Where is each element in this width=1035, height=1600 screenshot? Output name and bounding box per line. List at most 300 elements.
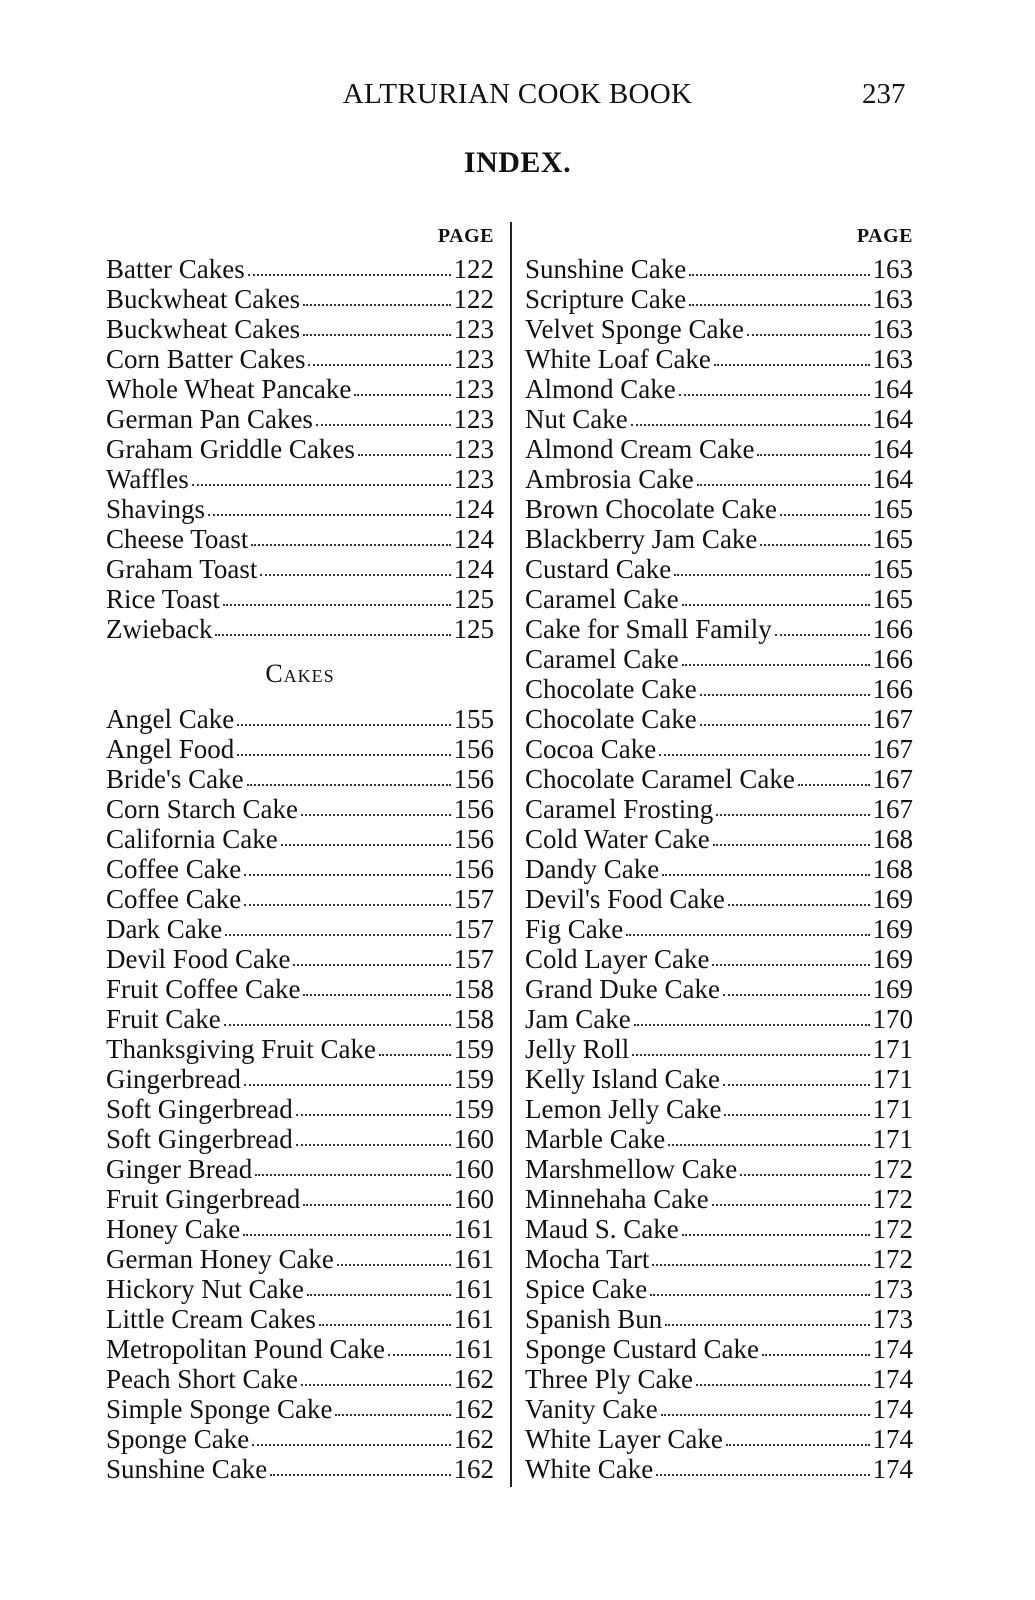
dot-leader (303, 334, 450, 336)
entry-name: Ambrosia Cake (525, 464, 694, 494)
index-entry (525, 344, 913, 374)
dot-leader (674, 574, 869, 576)
entry-page-number: 123 (453, 374, 494, 404)
dot-leader (247, 784, 451, 786)
dot-leader (252, 1444, 450, 1446)
dot-leader (319, 1324, 451, 1326)
entry-page-number: 174 (872, 1394, 913, 1424)
entry-page-number: 163 (872, 314, 913, 344)
entry-page-number: 156 (453, 764, 494, 794)
entry-name: Scripture Cake (525, 284, 687, 314)
index-entry (525, 1244, 913, 1274)
entry-name: Shavings (106, 494, 206, 524)
entry-page-number: 161 (453, 1304, 494, 1334)
dot-leader (798, 784, 870, 786)
dot-leader (712, 964, 869, 966)
index-entry (525, 254, 913, 284)
entry-name: Vanity Cake (525, 1394, 658, 1424)
dot-leader (303, 1204, 450, 1206)
index-entry (106, 794, 494, 824)
entry-name: Whole Wheat Pancake (106, 374, 352, 404)
index-entry (525, 284, 913, 314)
entry-page-number: 172 (872, 1244, 913, 1274)
dot-leader (354, 394, 450, 396)
index-entry (106, 914, 494, 944)
index-entry (525, 1124, 913, 1154)
entry-page-number: 160 (453, 1124, 494, 1154)
entry-page-number: 123 (453, 434, 494, 464)
index-entry (106, 884, 494, 914)
entry-name: Dandy Cake (525, 854, 660, 884)
index-entry (106, 314, 494, 344)
entry-name: Peach Short Cake (106, 1364, 298, 1394)
index-entry (525, 764, 913, 794)
dot-leader (248, 274, 451, 276)
entry-name: Maud S. Cake (525, 1214, 679, 1244)
entry-page-number: 173 (872, 1304, 913, 1334)
index-entry (525, 734, 913, 764)
dot-leader (757, 454, 869, 456)
entry-page-number: 124 (453, 494, 494, 524)
entry-page-number: 162 (453, 1424, 494, 1454)
entry-name: Brown Chocolate Cake (525, 494, 777, 524)
entry-name: Angel Food (106, 734, 235, 764)
dot-leader (762, 1354, 870, 1356)
entry-name: Spice Cake (525, 1274, 648, 1304)
entry-page-number: 166 (872, 614, 913, 644)
entry-page-number: 159 (453, 1094, 494, 1124)
index-entry (525, 524, 913, 554)
entry-page-number: 156 (453, 824, 494, 854)
entry-list-left-top (106, 254, 494, 644)
index-entry (106, 374, 494, 404)
index-entry (106, 1004, 494, 1034)
index-entry (525, 314, 913, 344)
entry-name: Soft Gingerbread (106, 1094, 293, 1124)
index-entry (106, 704, 494, 734)
dot-leader (260, 574, 450, 576)
index-entry (106, 1184, 494, 1214)
entry-name: Fig Cake (525, 914, 624, 944)
index-entry (106, 554, 494, 584)
entry-name: Custard Cake (525, 554, 672, 584)
index-entry (525, 1064, 913, 1094)
entry-name: Chocolate Cake (525, 674, 697, 704)
entry-name: Coffee Cake (106, 854, 242, 884)
entry-page-number: 161 (453, 1214, 494, 1244)
entry-name: Sunshine Cake (106, 1454, 268, 1484)
dot-leader (723, 994, 870, 996)
index-entry (525, 1274, 913, 1304)
entry-page-number: 169 (872, 944, 913, 974)
dot-leader (662, 874, 869, 876)
dot-leader (296, 1114, 451, 1116)
index-entry (525, 584, 913, 614)
entry-page-number: 169 (872, 974, 913, 1004)
entry-page-number: 156 (453, 734, 494, 764)
entry-page-number: 164 (872, 404, 913, 434)
entry-page-number: 161 (453, 1334, 494, 1364)
index-entry (106, 584, 494, 614)
dot-leader (237, 754, 450, 756)
index-entry (525, 1334, 913, 1364)
entry-page-number: 174 (872, 1334, 913, 1364)
entry-page-number: 166 (872, 674, 913, 704)
index-entry (525, 674, 913, 704)
dot-leader (335, 1414, 450, 1416)
entry-name: Zwieback (106, 614, 213, 644)
dot-leader (679, 394, 870, 396)
entry-name: Jelly Roll (525, 1034, 630, 1064)
entry-page-number: 163 (872, 284, 913, 314)
entry-name: Graham Toast (106, 554, 258, 584)
entry-page-number: 165 (872, 494, 913, 524)
index-entry (106, 464, 494, 494)
entry-name: Dark Cake (106, 914, 223, 944)
entry-page-number: 174 (872, 1364, 913, 1394)
entry-name: Blackberry Jam Cake (525, 524, 758, 554)
index-entry (525, 434, 913, 464)
dot-leader (661, 1414, 870, 1416)
index-entry (525, 824, 913, 854)
dot-leader (682, 604, 870, 606)
entry-page-number: 164 (872, 464, 913, 494)
entry-name: Hickory Nut Cake (106, 1274, 304, 1304)
dot-leader (696, 1384, 870, 1386)
entry-page-number: 171 (872, 1094, 913, 1124)
entry-page-number: 122 (453, 254, 494, 284)
entry-name: Buckwheat Cakes (106, 284, 301, 314)
entry-page-number: 163 (872, 254, 913, 284)
index-entry (525, 974, 913, 1004)
entry-name: Gingerbread (106, 1064, 241, 1094)
entry-page-number: 156 (453, 854, 494, 884)
entry-name: Cocoa Cake (525, 734, 657, 764)
entry-page-number: 124 (453, 524, 494, 554)
index-entry (525, 704, 913, 734)
page-column-label: PAGE (856, 225, 913, 247)
index-entry (106, 1064, 494, 1094)
entry-name: Batter Cakes (106, 254, 245, 284)
entry-page-number: 122 (453, 284, 494, 314)
entry-page-number: 173 (872, 1274, 913, 1304)
entry-name: Grand Duke Cake (525, 974, 720, 1004)
dot-leader (251, 544, 450, 546)
entry-page-number: 164 (872, 434, 913, 464)
entry-page-number: 158 (453, 974, 494, 1004)
entry-page-number: 171 (872, 1124, 913, 1154)
dot-leader (281, 844, 451, 846)
dot-leader (656, 1474, 869, 1476)
dot-leader (255, 1174, 450, 1176)
entry-name: Caramel Cake (525, 644, 679, 674)
entry-name: Cold Water Cake (525, 824, 710, 854)
index-entry (106, 1124, 494, 1154)
index-entry (106, 1034, 494, 1064)
entry-page-number: 161 (453, 1274, 494, 1304)
entry-page-number: 157 (453, 914, 494, 944)
index-entry (525, 854, 913, 884)
dot-leader (223, 604, 451, 606)
dot-leader (716, 814, 869, 816)
dot-leader (712, 1204, 870, 1206)
index-entry (525, 1004, 913, 1034)
dot-leader (379, 1054, 451, 1056)
index-entry (106, 434, 494, 464)
dot-leader (244, 904, 450, 906)
dot-leader (224, 1024, 451, 1026)
entry-name: Minnehaha Cake (525, 1184, 709, 1214)
index-entry (106, 1424, 494, 1454)
index-entry (106, 284, 494, 314)
index-entry (525, 614, 913, 644)
entry-list-left-bottom (106, 704, 494, 1484)
entry-page-number: 167 (872, 734, 913, 764)
dot-leader (631, 424, 870, 426)
entry-list-right (525, 254, 913, 1484)
index-entry (525, 1094, 913, 1124)
entry-name: Kelly Island Cake (525, 1064, 720, 1094)
entry-name: Ginger Bread (106, 1154, 253, 1184)
index-entry (525, 374, 913, 404)
entry-page-number: 159 (453, 1064, 494, 1094)
index-entry (106, 404, 494, 434)
entry-name: Caramel Frosting (525, 794, 714, 824)
dot-leader (208, 514, 450, 516)
index-entry (106, 1154, 494, 1184)
dot-leader (775, 634, 870, 636)
entry-name: Waffles (106, 464, 189, 494)
entry-page-number: 174 (872, 1424, 913, 1454)
index-entry (106, 854, 494, 884)
entry-page-number: 162 (453, 1394, 494, 1424)
dot-leader (388, 1354, 451, 1356)
dot-leader (668, 1144, 869, 1146)
index-entry (525, 944, 913, 974)
entry-page-number: 158 (453, 1004, 494, 1034)
index-entry (525, 494, 913, 524)
entry-page-number: 124 (453, 554, 494, 584)
entry-name: Cheese Toast (106, 524, 249, 554)
entry-name: Angel Cake (106, 704, 235, 734)
page-column-label: PAGE (437, 225, 494, 247)
entry-page-number: 172 (872, 1154, 913, 1184)
index-entry (525, 644, 913, 674)
entry-page-number: 125 (453, 584, 494, 614)
entry-name: German Pan Cakes (106, 404, 313, 434)
entry-name: German Honey Cake (106, 1244, 334, 1274)
entry-name: Caramel Cake (525, 584, 679, 614)
dot-leader (244, 874, 450, 876)
dot-leader (316, 424, 451, 426)
entry-name: Corn Batter Cakes (106, 344, 306, 374)
entry-page-number: 167 (872, 794, 913, 824)
page-number: 237 (862, 78, 906, 110)
dot-leader (270, 1474, 450, 1476)
entry-name: Almond Cream Cake (525, 434, 755, 464)
dot-leader (700, 694, 870, 696)
index-entry (106, 944, 494, 974)
entry-name: Chocolate Cake (525, 704, 697, 734)
entry-page-number: 123 (453, 344, 494, 374)
entry-page-number: 123 (453, 314, 494, 344)
dot-leader (243, 1234, 450, 1236)
entry-name: Rice Toast (106, 584, 220, 614)
entry-page-number: 156 (453, 794, 494, 824)
entry-page-number: 172 (872, 1184, 913, 1214)
entry-page-number: 157 (453, 944, 494, 974)
dot-leader (244, 1084, 451, 1086)
dot-leader (740, 1174, 869, 1176)
entry-page-number: 123 (453, 404, 494, 434)
entry-page-number: 167 (872, 764, 913, 794)
entry-page-number: 165 (872, 584, 913, 614)
dot-leader (682, 1234, 870, 1236)
index-entry (525, 464, 913, 494)
entry-page-number: 157 (453, 884, 494, 914)
entry-name: Velvet Sponge Cake (525, 314, 744, 344)
entry-name: Lemon Jelly Cake (525, 1094, 722, 1124)
index-entry (106, 1334, 494, 1364)
entry-page-number: 168 (872, 854, 913, 884)
entry-name: Three Ply Cake (525, 1364, 693, 1394)
entry-page-number: 171 (872, 1064, 913, 1094)
entry-page-number: 125 (453, 614, 494, 644)
index-entry (525, 914, 913, 944)
dot-leader (747, 334, 870, 336)
index-entry (106, 1454, 494, 1484)
dot-leader (713, 844, 870, 846)
entry-name: Fruit Coffee Cake (106, 974, 301, 1004)
dot-leader (760, 544, 869, 546)
index-entry (106, 614, 494, 644)
index-entry (106, 764, 494, 794)
entry-name: Spanish Bun (525, 1304, 663, 1334)
entry-page-number: 165 (872, 554, 913, 584)
entry-page-number: 174 (872, 1454, 913, 1484)
dot-leader (626, 934, 869, 936)
entry-name: Graham Griddle Cakes (106, 434, 355, 464)
entry-page-number: 164 (872, 374, 913, 404)
index-entry (106, 1394, 494, 1424)
index-entry (106, 734, 494, 764)
index-entry (525, 1154, 913, 1184)
entry-name: Jam Cake (525, 1004, 631, 1034)
dot-leader (634, 1024, 870, 1026)
entry-page-number: 168 (872, 824, 913, 854)
dot-leader (700, 724, 870, 726)
index-entry (106, 974, 494, 1004)
entry-name: Marshmellow Cake (525, 1154, 738, 1184)
entry-name: Metropolitan Pound Cake (106, 1334, 385, 1364)
entry-page-number: 172 (872, 1214, 913, 1244)
entry-name: Simple Sponge Cake (106, 1394, 333, 1424)
index-column-left (106, 222, 494, 1484)
index-entry (106, 1274, 494, 1304)
index-column-right (525, 222, 913, 1484)
dot-leader (358, 454, 451, 456)
entry-name: Bride's Cake (106, 764, 244, 794)
entry-page-number: 123 (453, 464, 494, 494)
entry-name: Sponge Custard Cake (525, 1334, 759, 1364)
index-entry (106, 1094, 494, 1124)
entry-page-number: 163 (872, 344, 913, 374)
entry-name: Soft Gingerbread (106, 1124, 293, 1154)
dot-leader (303, 994, 450, 996)
entry-name: White Loaf Cake (525, 344, 711, 374)
entry-name: Little Cream Cakes (106, 1304, 316, 1334)
dot-leader (697, 484, 870, 486)
dot-leader (192, 484, 451, 486)
index-entry (106, 1304, 494, 1334)
index-entry (525, 1364, 913, 1394)
dot-leader (728, 904, 870, 906)
entry-name: Sunshine Cake (525, 254, 687, 284)
index-entry (106, 1214, 494, 1244)
dot-leader (724, 1114, 869, 1116)
entry-name: Marble Cake (525, 1124, 666, 1154)
entry-page-number: 169 (872, 914, 913, 944)
index-entry (525, 1424, 913, 1454)
dot-leader (665, 1324, 869, 1326)
dot-leader (650, 1294, 869, 1296)
entry-page-number: 165 (872, 524, 913, 554)
dot-leader (689, 304, 869, 306)
dot-leader (293, 964, 450, 966)
entry-page-number: 160 (453, 1154, 494, 1184)
index-entry (106, 344, 494, 374)
dot-leader (215, 634, 450, 636)
entry-page-number: 160 (453, 1184, 494, 1214)
index-entry (525, 1394, 913, 1424)
entry-name: Corn Starch Cake (106, 794, 298, 824)
index-entry (106, 824, 494, 854)
entry-name: Honey Cake (106, 1214, 241, 1244)
entry-page-number: 166 (872, 644, 913, 674)
entry-name: Nut Cake (525, 404, 628, 434)
index-entry (525, 884, 913, 914)
index-entry (525, 1034, 913, 1064)
entry-name: White Layer Cake (525, 1424, 723, 1454)
dot-leader (303, 304, 450, 306)
index-entry (525, 1454, 913, 1484)
entry-page-number: 155 (453, 704, 494, 734)
entry-name: Cake for Small Family (525, 614, 772, 644)
entry-name: Thanksgiving Fruit Cake (106, 1034, 376, 1064)
entry-name: Devil's Food Cake (525, 884, 725, 914)
entry-name: White Cake (525, 1454, 654, 1484)
index-entry (525, 404, 913, 434)
index-entry (525, 794, 913, 824)
dot-leader (296, 1144, 451, 1146)
dot-leader (308, 364, 450, 366)
index-entry (106, 494, 494, 524)
dot-leader (301, 1384, 451, 1386)
index-title: INDEX. (463, 146, 572, 179)
dot-leader (726, 1444, 870, 1446)
dot-leader (714, 364, 870, 366)
dot-leader (723, 1084, 870, 1086)
index-entry (525, 1184, 913, 1214)
entry-page-number: 167 (872, 704, 913, 734)
entry-page-number: 159 (453, 1034, 494, 1064)
entry-name: Sponge Cake (106, 1424, 250, 1454)
index-entry (106, 1244, 494, 1274)
entry-name: Fruit Cake (106, 1004, 221, 1034)
index-entry (525, 1214, 913, 1244)
entry-name: Fruit Gingerbread (106, 1184, 301, 1214)
index-entry (106, 1364, 494, 1394)
